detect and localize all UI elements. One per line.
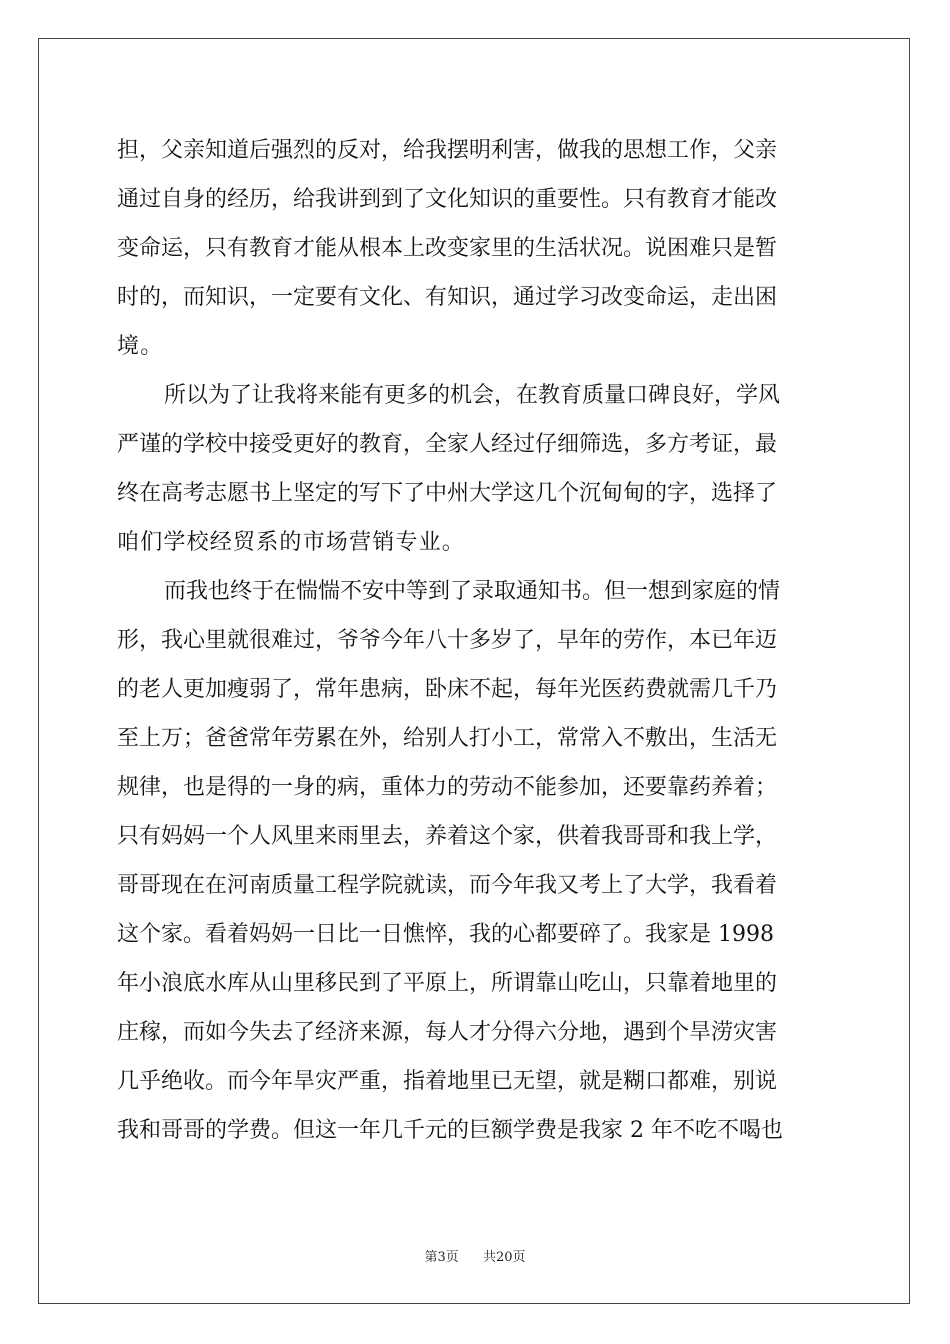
text-line: 这个家。看着妈妈一日比一日憔悴，我的心都要碎了。我家是 1998 xyxy=(117,922,774,947)
text-line: 几乎绝收。而今年旱灾严重，指着地里已无望，就是糊口都难，别说 xyxy=(117,1069,778,1094)
text-line: 终在高考志愿书上坚定的写下了中州大学这几个沉甸甸的字，选择了 xyxy=(117,481,778,506)
text-line: 境。 xyxy=(117,334,164,359)
text-line: 哥哥现在在河南质量工程学院就读，而今年我又考上了大学，我看着 xyxy=(117,873,778,898)
document-body xyxy=(117,126,833,1155)
text-line: 只有妈妈一个人风里来雨里去，养着这个家，供着我哥哥和我上学， xyxy=(117,824,778,849)
text-line: 咱们学校经贸系的市场营销专业。 xyxy=(117,530,466,555)
paragraph-first-line: 而我也终于在惴惴不安中等到了录取通知书。但一想到家庭的情 xyxy=(164,579,781,604)
text-line: 担，父亲知道后强烈的反对，给我摆明利害，做我的思想工作，父亲 xyxy=(117,138,778,163)
text-line: 变命运，只有教育才能从根本上改变家里的生活状况。说困难只是暂 xyxy=(117,236,778,261)
text-line: 的老人更加瘦弱了，常年患病，卧床不起，每年光医药费就需几千乃 xyxy=(117,677,778,702)
paragraph-first-line: 所以为了让我将来能有更多的机会，在教育质量口碑良好，学风 xyxy=(164,383,781,408)
text-line: 庄稼，而如今失去了经济来源，每人才分得六分地，遇到个旱涝灾害 xyxy=(117,1020,778,1045)
text-line: 严谨的学校中接受更好的教育，全家人经过仔细筛选，多方考证，最 xyxy=(117,432,778,457)
text-line: 时的，而知识，一定要有文化、有知识，通过学习改变命运，走出困 xyxy=(117,285,778,310)
text-line: 年小浪底水库从山里移民到了平原上，所谓靠山吃山，只靠着地里的 xyxy=(117,971,778,996)
page-footer xyxy=(0,1246,950,1265)
text-line: 规律，也是得的一身的病，重体力的劳动不能参加，还要靠药养着； xyxy=(117,775,778,800)
total-pages: 共20页 xyxy=(483,1250,526,1265)
text-line: 至上万；爸爸常年劳累在外，给别人打小工，常常入不敷出，生活无 xyxy=(117,726,778,751)
text-line: 形，我心里就很难过，爷爷今年八十多岁了，早年的劳作，本已年迈 xyxy=(117,628,778,653)
text-line: 通过自身的经历，给我讲到到了文化知识的重要性。只有教育才能改 xyxy=(117,187,778,212)
text-line: 我和哥哥的学费。但这一年几千元的巨额学费是我家 2 年不吃不喝也 xyxy=(117,1118,783,1143)
page-number: 第3页 xyxy=(424,1250,459,1265)
